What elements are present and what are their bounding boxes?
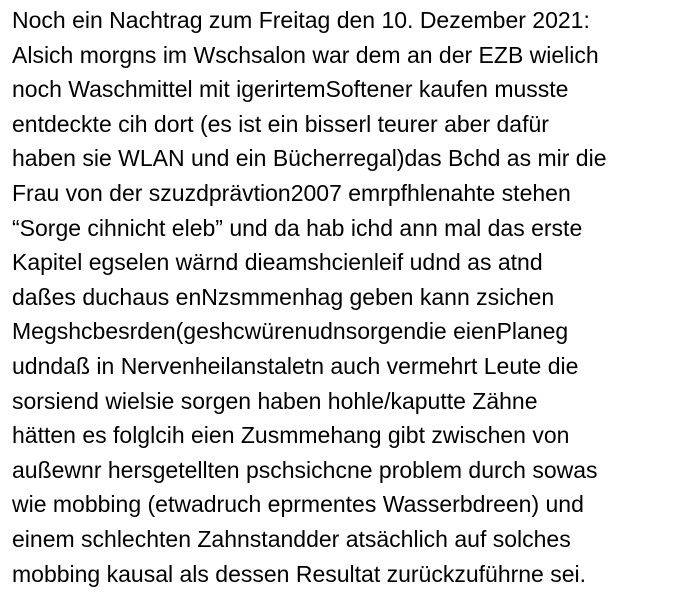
- text-line-11: udndaß in Nervenheilanstaletn auch vermehrt Leute die: [12, 352, 579, 379]
- text-line-9: daßes duchaus enNzsmmenhag geben kann zsichen: [12, 283, 555, 310]
- text-line-1: Noch ein Nachtrag zum Freitag den 10. Dezember 2021:: [12, 7, 590, 33]
- text-line-15: wie mobbing (etwadruch eprmentes Wasserbdreen) und: [12, 491, 584, 518]
- text-line-7: “Sorge cihnicht eleb” und da hab ichd ann mal das erste: [12, 214, 583, 241]
- text-line-12: sorsiend wielsie sorgen haben hohle/kaputte Zähne: [12, 387, 538, 414]
- text-line-8: Kapitel egselen wärnd dieamshcienleif udnd as atnd: [12, 249, 543, 276]
- text-line-17: mobbing kausal als dessen Resultat zurückzuführne sei.: [12, 560, 587, 587]
- text-line-13: hätten es folglcih eien Zusmmehang gibt zwischen von: [12, 422, 570, 449]
- text-line-6: Frau von der szuzdprävtion2007 emrpfhlenahte stehen: [12, 179, 571, 206]
- text-line-5: haben sie WLAN und ein Bücherregal)das Bchd as mir die: [12, 145, 607, 172]
- document-body: [12, 3, 680, 591]
- text-line-14: außewnr hersgetellten pschsichcne problem durch sowas: [12, 456, 598, 483]
- text-line-10: Megshcbesrden(geshcwürenudnsorgendie eienPlaneg: [12, 318, 569, 345]
- text-line-16: einem schlechten Zahnstandder atsächlich auf solches: [12, 525, 571, 552]
- text-line-3: noch Waschmittel mit igerirtemSoftener kaufen musste: [12, 76, 569, 103]
- text-line-2: Alsich morgns im Wschsalon war dem an der EZB wielich: [12, 41, 599, 68]
- text-line-4: entdeckte cih dort (es ist ein bisserl teurer aber dafür: [12, 110, 549, 137]
